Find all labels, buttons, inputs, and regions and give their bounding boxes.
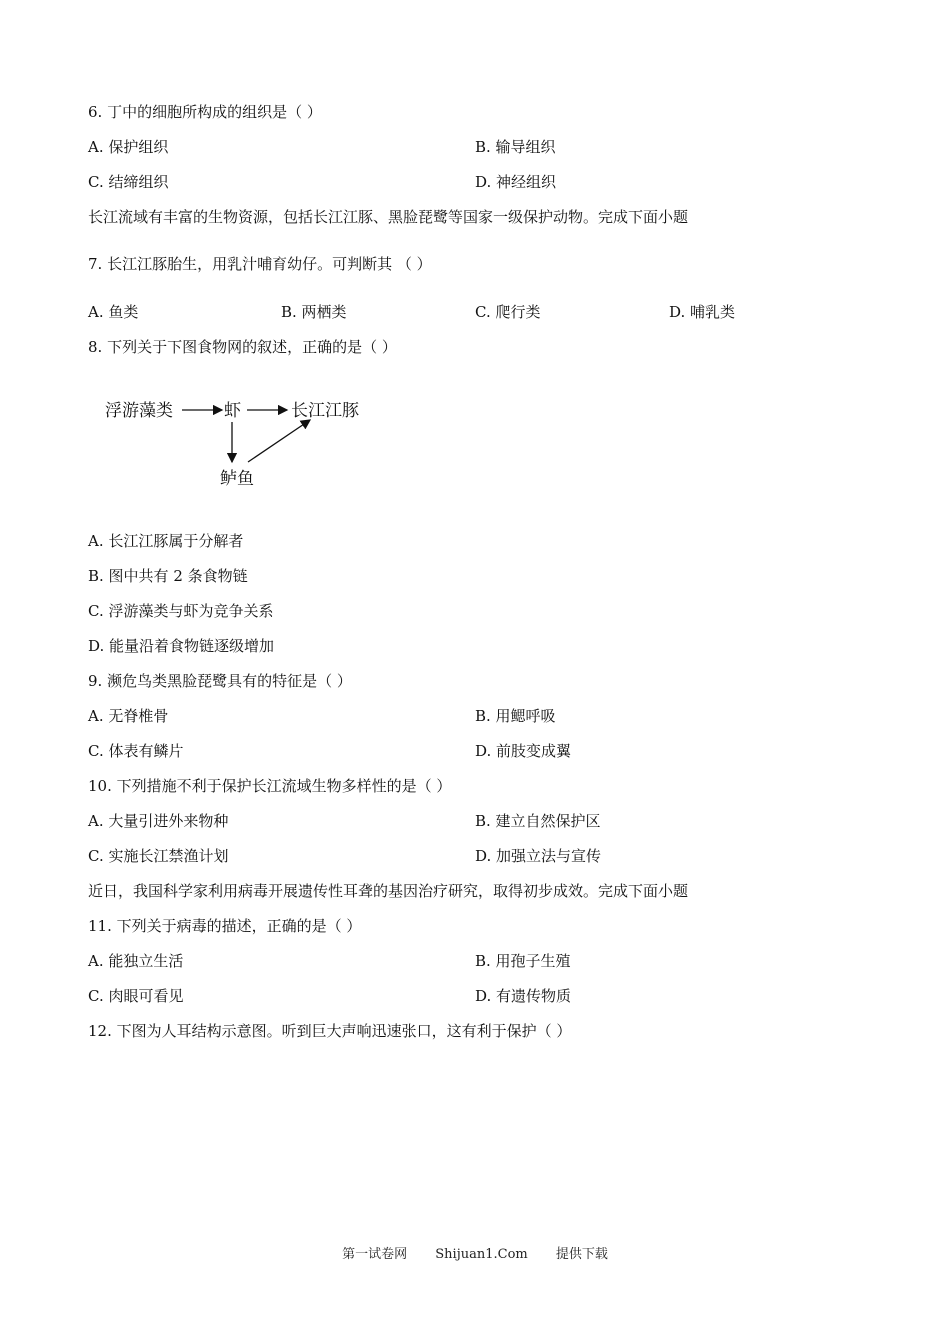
q7-stem: 7. 长江江豚胎生，用乳汁哺育幼仔。可判断其 （ ） — [88, 255, 432, 273]
q10-option-a: A. 大量引进外来物种 — [88, 812, 229, 830]
q10-option-b: B. 建立自然保护区 — [475, 812, 601, 830]
q9-option-a: A. 无脊椎骨 — [88, 707, 169, 725]
q9-option-b: B. 用鳃呼吸 — [475, 707, 556, 725]
q8-option-b: B. 图中共有 2 条食物链 — [88, 567, 248, 585]
q6-option-a: A. 保护组织 — [88, 138, 169, 156]
q11-option-d: D. 有遗传物质 — [475, 987, 572, 1005]
q8-option-d: D. 能量沿着食物链逐级增加 — [88, 637, 275, 655]
q10-stem: 10. 下列措施不利于保护长江流域生物多样性的是（ ） — [88, 777, 452, 795]
q10-option-c: C. 实施长江禁渔计划 — [88, 847, 229, 865]
q6-option-b: B. 输导组织 — [475, 138, 556, 156]
arrow-perch-to-porpoise — [248, 420, 310, 462]
q7-option-d: D. 哺乳类 — [669, 303, 736, 321]
q6-option-d: D. 神经组织 — [475, 173, 557, 191]
food-web-diagram — [100, 390, 380, 500]
passage-virus-therapy: 近日，我国科学家利用病毒开展遗传性耳聋的基因治疗研究，取得初步成效。完成下面小题 — [88, 882, 689, 900]
q11-stem: 11. 下列关于病毒的描述，正确的是（ ） — [88, 917, 362, 935]
q11-option-b: B. 用孢子生殖 — [475, 952, 571, 970]
q9-stem: 9. 濒危鸟类黑脸琵鹭具有的特征是（ ） — [88, 672, 352, 690]
q8-option-c: C. 浮游藻类与虾为竞争关系 — [88, 602, 274, 620]
q11-option-a: A. 能独立生活 — [88, 952, 184, 970]
q9-option-d: D. 前肢变成翼 — [475, 742, 572, 760]
q7-option-b: B. 两栖类 — [281, 303, 347, 321]
footer-site-name: 第一试卷网 — [342, 1247, 408, 1262]
node-perch: 鲈鱼 — [220, 469, 254, 489]
q7-option-a: A. 鱼类 — [88, 303, 139, 321]
q7-option-c: C. 爬行类 — [475, 303, 541, 321]
q8-option-a: A. 长江江豚属于分解者 — [88, 532, 244, 550]
passage-yangtze: 长江流域有丰富的生物资源，包括长江江豚、黑脸琵鹭等国家一级保护动物。完成下面小题 — [88, 208, 689, 226]
q9-option-c: C. 体表有鳞片 — [88, 742, 184, 760]
page-footer — [0, 1246, 950, 1264]
footer-domain[interactable]: Shijuan1.Com — [435, 1247, 528, 1262]
footer-note: 提供下载 — [555, 1247, 608, 1262]
q12-stem: 12. 下图为人耳结构示意图。听到巨大声响迅速张口，这有利于保护（ ） — [88, 1022, 572, 1040]
q6-option-c: C. 结缔组织 — [88, 173, 169, 191]
node-plankton-algae: 浮游藻类 — [105, 401, 173, 421]
q11-option-c: C. 肉眼可看见 — [88, 987, 184, 1005]
node-yangtze-porpoise: 长江江豚 — [291, 401, 359, 421]
node-shrimp: 虾 — [224, 401, 241, 421]
q8-stem: 8. 下列关于下图食物网的叙述，正确的是（ ） — [88, 338, 397, 356]
q6-stem: 6. 丁中的细胞所构成的组织是（ ） — [88, 103, 322, 121]
q10-option-d: D. 加强立法与宣传 — [475, 847, 602, 865]
